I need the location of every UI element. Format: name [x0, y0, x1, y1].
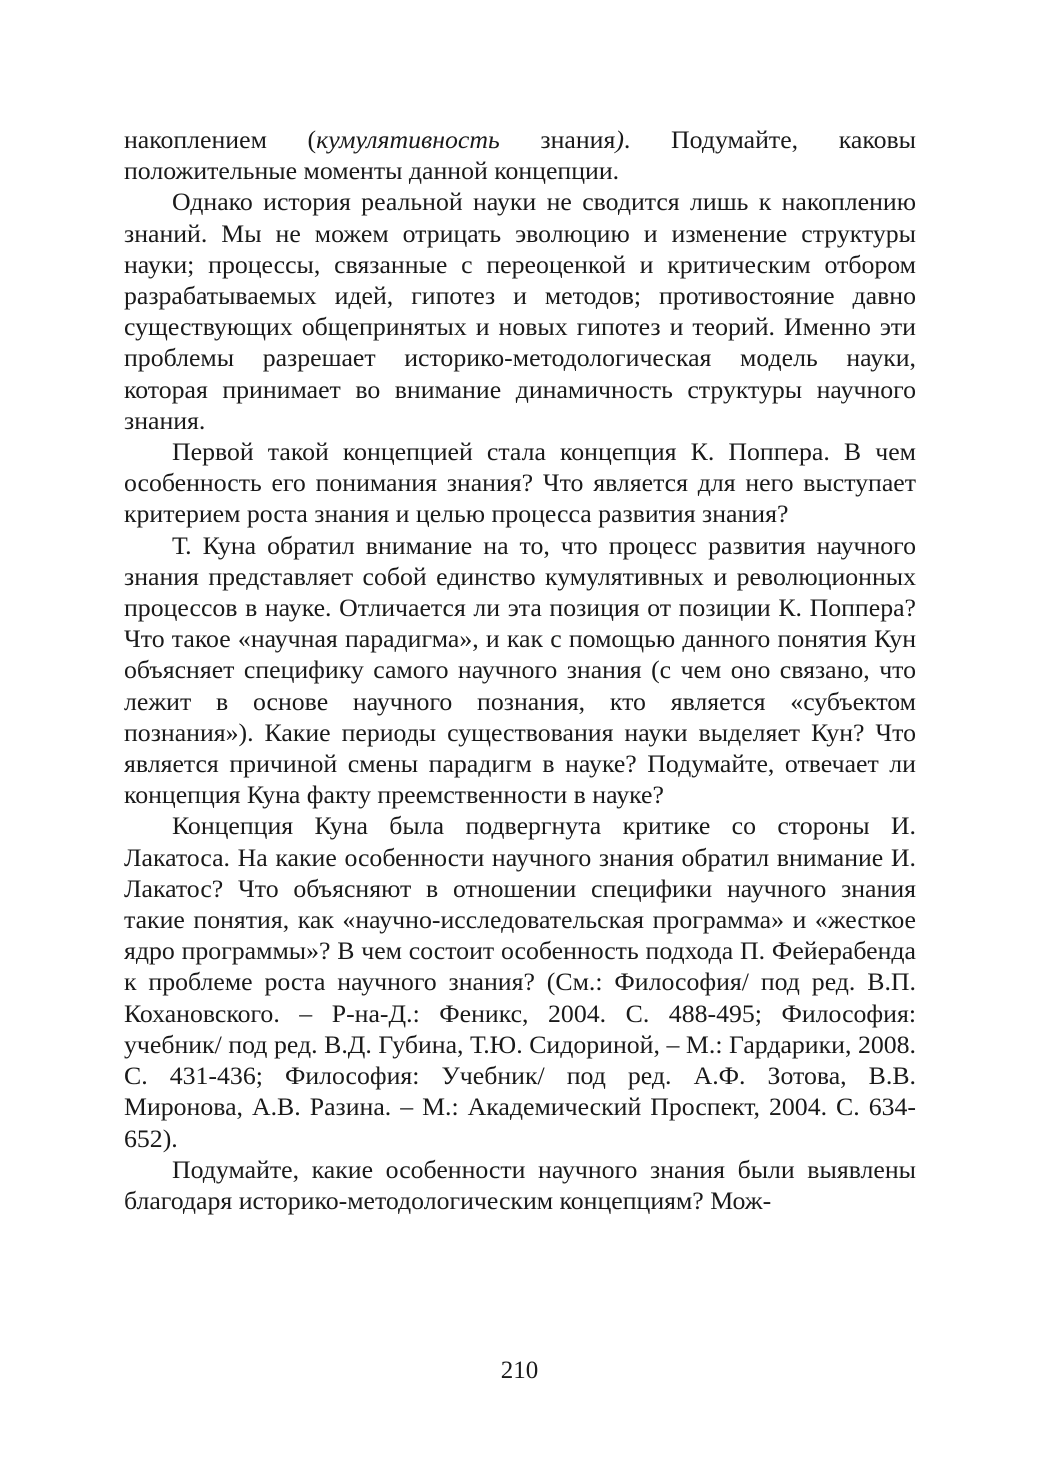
paragraph-5: Концепция Куна была подвергнута критике со стороны И. Лакатоса. На какие особенности научного знания обратил внимание И. Лакатос? Что объясняют в отношении специфики научного знания такие понятия, как «научно-исследовательская программа» и «жесткое ядро программы»? В чем состоит особенность подхода П. Фейерабенда к проблеме роста научного знания? (См.: Философия/ под ред. В.П. Кохановского. – Р-на-Д.: Феникс, 2004. С. 488-495; Философия: учебник/ под ред. В.Д. Губина, Т.Ю. Сидориной, – М.: Гардарики, 2008. С. 431-436; Философия: Учебник/ под ред. А.Ф. Зотова, В.В. Миронова, А.В. Разина. – М.: Академический Проспект, 2004. С. 634-652). [124, 811, 916, 1153]
paragraph-4: Т. Куна обратил внимание на то, что процесс развития научного знания представляет собой единство кумулятивных и революционных процессов в науке. Отличается ли эта позиция от позиции К. Поппера? Что такое «научная парадигма», и как с помощью данного понятия Кун объясняет специфику самого научного знания (с чем оно связано, что лежит в основе научного познания, кто является «субъектом познания»). Какие периоды существования науки выделяет Кун? Что является причиной смены парадигм в науке? Подумайте, отвечает ли концепция Куна факту преемственности в науке? [124, 530, 916, 810]
paragraph-1: накоплением (кумулятивность знания). Подумайте, каковы положительные моменты данной концепции. [124, 125, 916, 186]
paragraph-2: Однако история реальной науки не сводится лишь к накоплению знаний. Мы не можем отрицать эволюцию и изменение структуры науки; процессы, связанные с переоценкой и критическим отбором разрабатываемых идей, гипотез и методов; противостояние давно существующих общепринятых и новых гипотез и теорий. Именно эти проблемы разрешает историко-методологическая модель науки, которая принимает во внимание динамичность структуры научного знания. [124, 187, 916, 435]
paragraph-3: Первой такой концепцией стала концепция К. Поппера. В чем особенность его понимания знания? Что является для него выступает критерием роста знания и целью процесса развития знания? [124, 437, 916, 529]
paragraph-1-text-a: накоплением ( [124, 125, 317, 154]
page-number: 210 [500, 1357, 539, 1384]
paragraph-1-text-c: . Подумайте, каковы положительные моменты данной концепции. [124, 125, 916, 186]
paragraph-1-text-b: знания [499, 125, 616, 154]
paragraph-1-term: кумулятивность [316, 125, 500, 154]
page-body [124, 124, 916, 1216]
paragraph-6: Подумайте, какие особенности научного знания были выявлены благодаря историко-методологическим концепциям? Мож- [124, 1154, 916, 1215]
